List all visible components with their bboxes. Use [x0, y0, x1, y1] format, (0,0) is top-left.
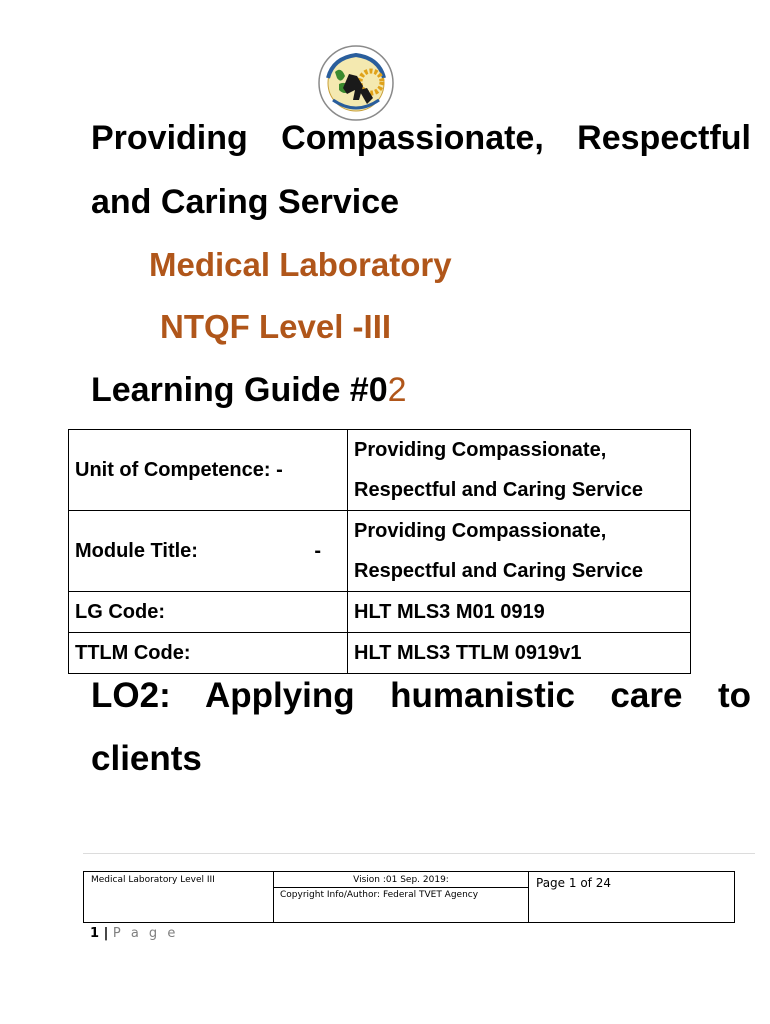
- page-separator: |: [99, 926, 113, 941]
- module-label-cell: [69, 511, 348, 592]
- lo-heading-line-2: clients: [91, 739, 202, 778]
- page-number-footer: [90, 926, 178, 941]
- learning-guide-number: 2: [387, 371, 407, 409]
- module-value: [348, 511, 691, 592]
- lg-code-label: LG Code:: [69, 592, 348, 633]
- page-label: P a g e: [112, 926, 179, 941]
- footer-version: Vision :01 Sep. 2019:: [274, 872, 528, 888]
- module-value-line-1: Providing Compassionate,: [354, 520, 607, 542]
- page-number: 1: [90, 926, 100, 941]
- learning-guide-heading: [91, 370, 407, 410]
- info-table: [68, 429, 691, 674]
- title-line-1: Providing Compassionate, Respectful: [91, 119, 751, 157]
- learning-guide-prefix: Learning Guide #0: [91, 371, 388, 409]
- lg-code-value: HLT MLS3 M01 0919: [348, 592, 691, 633]
- footer-middle: [274, 872, 529, 923]
- footer-divider: [83, 853, 755, 854]
- module-value-line-2: Respectful and Caring Service: [354, 560, 643, 582]
- ttlm-code-value: HLT MLS3 TTLM 0919v1: [348, 633, 691, 674]
- unit-value-line-1: Providing Compassionate,: [354, 439, 607, 461]
- footer-table: [83, 871, 735, 923]
- unit-label: Unit of Competence: -: [69, 430, 348, 511]
- title-line-2: and Caring Service: [91, 183, 400, 221]
- level-label: NTQF Level -III: [160, 308, 392, 345]
- footer-copyright: Copyright Info/Author: Federal TVET Agency: [280, 890, 479, 900]
- footer-left: Medical Laboratory Level III: [84, 872, 274, 923]
- module-dash: -: [314, 539, 321, 562]
- module-label: Module Title:: [75, 539, 198, 562]
- footer-page: Page 1 of 24: [529, 872, 735, 923]
- unit-value: [348, 430, 691, 511]
- subtitle: Medical Laboratory: [149, 246, 452, 283]
- lo-heading-line-1: LO2: Applying humanistic care to: [91, 676, 751, 715]
- unit-value-line-2: Respectful and Caring Service: [354, 479, 643, 501]
- federal-tvet-agency-logo: [313, 44, 399, 122]
- ttlm-code-label: TTLM Code:: [69, 633, 348, 674]
